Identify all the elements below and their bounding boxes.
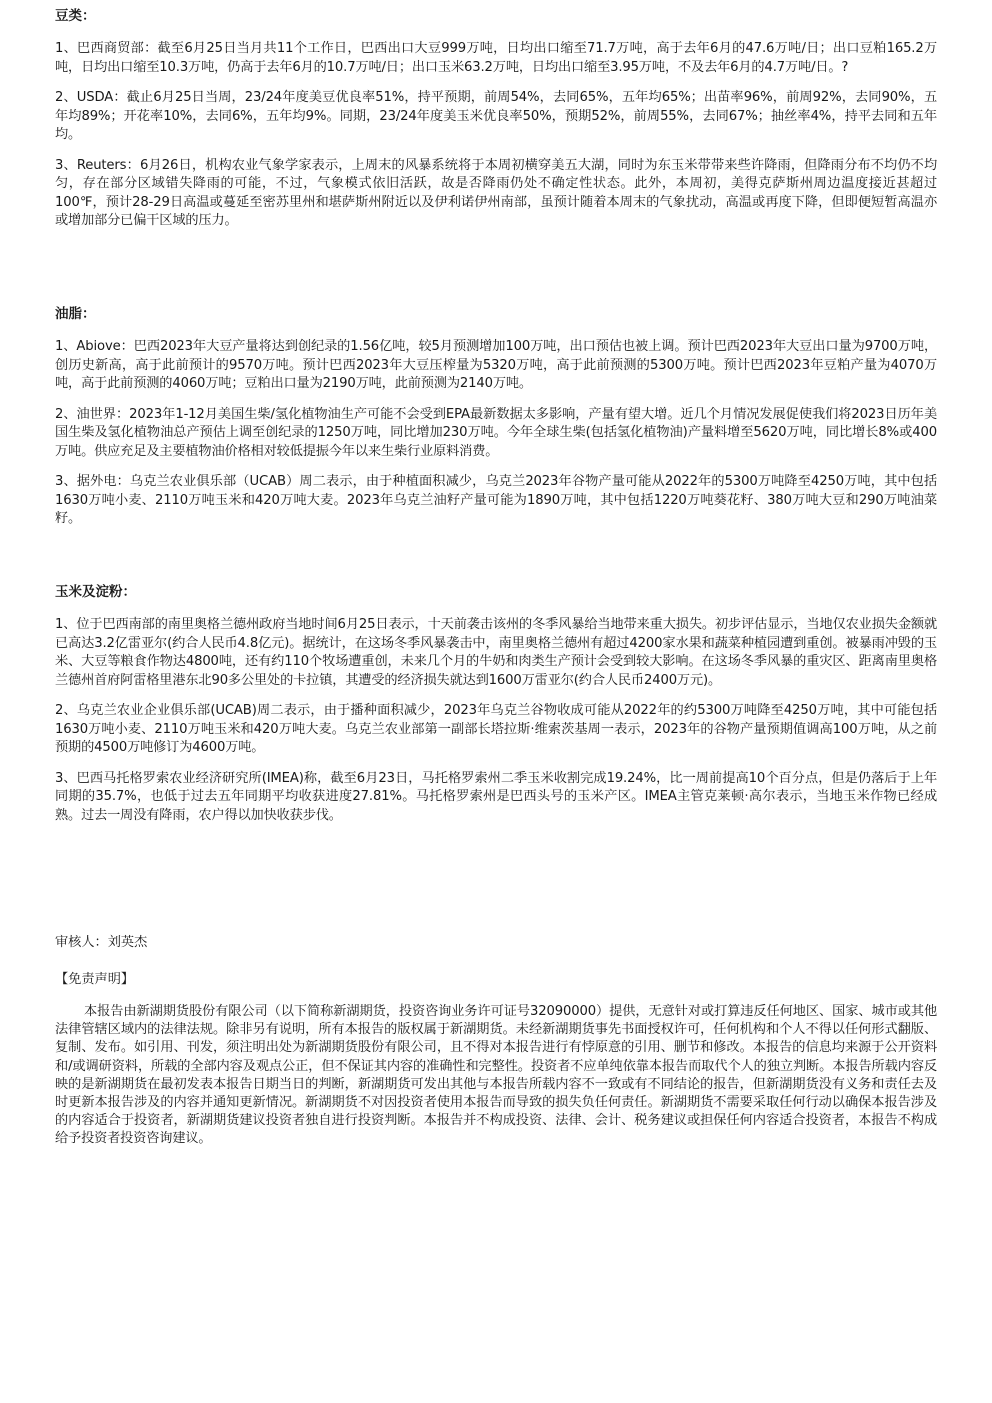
section-soybeans bbox=[55, 6, 937, 243]
oils-paragraph-1: 1、Abiove：巴西2023年大豆产量将达到创纪录的1.56亿吨，较5月预测增加100万吨，出口预估也被上调。预计巴西2023年大豆出口量为9700万吨，创历史新高，高于此前预计的9570万吨。预计巴西2023年大豆压榨量为5320万吨，高于此前预测的5300万吨。预计巴西2023年豆粕产量为4070万吨，高于此前预测的4060万吨；豆粕出口量为2190万吨，此前预测为2140万吨。 bbox=[55, 339, 937, 391]
oils-paragraph-2: 2、油世界：2023年1-12月美国生柴/氢化植物油生产可能不会受到EPA最新数据太多影响，产量有望大增。近几个月情况发展促使我们将2023日历年美国生柴及氢化植物油总产预估上调至创纪录的1250万吨，同比增加230万吨。今年全球生柴(包括氢化植物油)产量料增至5620万吨，同比增长8%或400万吨。供应充足及主要植物油价格相对较低提振今年以来生柴行业原料消费。 bbox=[55, 406, 937, 459]
corn-paragraph-2: 2、乌克兰农业企业俱乐部(UCAB)周二表示，由于播种面积减少，2023年乌克兰谷物收成可能从2022年的约5300万吨降至4250万吨，其中可能包括1630万吨小麦、2110万吨玉米和420万吨大麦。乌克兰农业部第一副部长塔拉斯·维索茨基周一表示，2023年的谷物产量预期值调高100万吨，从之前预期的4500万吨修订为4600万吨。 bbox=[55, 703, 937, 755]
disclaimer-body: 本报告由新湖期货股份有限公司（以下简称新湖期货，投资咨询业务许可证号32090000）提供，无意针对或打算违反任何地区、国家、城市或其他法律管辖区域内的法律法规。除非另有说明，所有本报告的版权属于新湖期货。未经新湖期货事先书面授权许可，任何机构和个人不得以任何形式翻版、复制、发布。如引用、刊发，须注明出处为新湖期货股份有限公司，且不得对本报告进行有悖原意的引用、删节和修改。本报告的信息均来源于公开资料和/或调研资料，所载的全部内容及观点公正，但不保证其内容的准确性和完整性。投资者不应单纯依靠本报告而取代个人的独立判断。本报告所载内容反映的是新湖期货在最初发表本报告日期当日的判断，新湖期货可发出其他与本报告所载内容不一致或有不同结论的报告，但新湖期货没有义务和责任去及时更新本报告涉及的内容并通知更新情况。新湖期货不对因投资者使用本报告而导致的损失负任何责任。新湖期货不需要采取任何行动以确保本报告涉及的内容适合于投资者，新湖期货建议投资者独自进行投资判断。本报告并不构成投资、法律、会计、税务建议或担保任何内容适合投资者，本报告不构成给予投资者投资咨询建议。 bbox=[55, 1004, 937, 1147]
soybeans-paragraph-3: 3、Reuters：6月26日，机构农业气象学家表示，上周末的风暴系统将于本周初横穿美五大湖，同时为东玉米带带来些许降雨，但降雨分布不均仍不均匀，存在部分区域错失降雨的可能，不过，气象模式依旧活跃，故是否降雨仍处不确定性状态。此外，本周初，美得克萨斯州周边温度接近甚超过100℉，预计28-29日高温或蔓延至密苏里州和堪萨斯州附近以及伊利诺伊州南部，虽预计随着本周末的气象扰动，高温或再度下降，但即便短暂高温亦或增加部分已偏干区域的压力。 bbox=[55, 157, 937, 228]
corn-paragraph-1: 1、位于巴西南部的南里奥格兰德州政府当地时间6月25日表示，十天前袭击该州的冬季风暴给当地带来重大损失。初步评估显示，当地仅农业损失金额就已高达3.2亿雷亚尔(约合人民币4.8亿元)。据统计，在这场冬季风暴袭击中，南里奥格兰德州有超过4200家水果和蔬菜种植园遭到重创。被暴雨冲毁的玉米、大豆等粮食作物达4800吨，还有约110个牧场遭重创，未来几个月的牛奶和肉类生产预计会受到较大影响。在这场冬季风暴的重灾区、距离南里奥格兰德州首府阿雷格里港东北90多公里处的卡拉镇，其遭受的经济损失就达到1600万雷亚尔(约合人民币2400万元)。 bbox=[55, 617, 937, 688]
corn-paragraph-3: 3、巴西马托格罗索农业经济研究所(IMEA)称，截至6月23日，马托格罗索州二季玉米收割完成19.24%，比一周前提高10个百分点，但是仍落后于上年同期的35.7%，也低于过去五年同期平均收获进度27.81%。马托格罗索州是巴西头号的玉米产区。IMEA主管克莱顿·高尔表示，当地玉米作物已经成熟。过去一周没有降雨，农户得以加快收获步伐。 bbox=[55, 770, 937, 823]
section-oils bbox=[55, 304, 937, 541]
section-title-oils: 油脂： bbox=[55, 306, 96, 322]
section-corn-starch bbox=[55, 582, 937, 837]
soybeans-paragraph-2: 2、USDA：截止6月25日当周，23/24年度美豆优良率51%，持平预期，前周54%，去同65%，五年均65%；出苗率96%，前周92%，去同90%，五年均89%；开花率10%，去同6%，五年均9%。同期，23/24年度美玉米优良率50%，预期52%，前周55%，去同67%；抽丝率4%，持平去同和五年均。 bbox=[55, 90, 937, 142]
reviewer-line: 审核人：刘英杰 bbox=[55, 935, 148, 950]
section-title-soybeans: 豆类： bbox=[55, 8, 96, 24]
oils-paragraph-3: 3、据外电：乌克兰农业俱乐部（UCAB）周二表示，由于种植面积减少，乌克兰2023年谷物产量可能从2022年的5300万吨降至4250万吨，其中包括1630万吨小麦、2110万吨玉米和420万吨大麦。2023年乌克兰油籽产量可能为1890万吨，其中包括1220万吨葵花籽、380万吨大豆和290万吨油菜籽。 bbox=[55, 474, 937, 526]
soybeans-paragraph-1: 1、巴西商贸部：截至6月25日当月共11个工作日，巴西出口大豆999万吨，日均出口缩至71.7万吨，高于去年6月的47.6万吨/日；出口豆粕165.2万吨，日均出口缩至10.3万吨，仍高于去年6月的10.7万吨/日；出口玉米63.2万吨，日均出口缩至3.95万吨，不及去年6月的4.7万吨/日。? bbox=[55, 41, 937, 75]
section-title-corn-starch: 玉米及淀粉： bbox=[55, 584, 136, 600]
disclaimer-title: 【免责声明】 bbox=[55, 972, 135, 987]
